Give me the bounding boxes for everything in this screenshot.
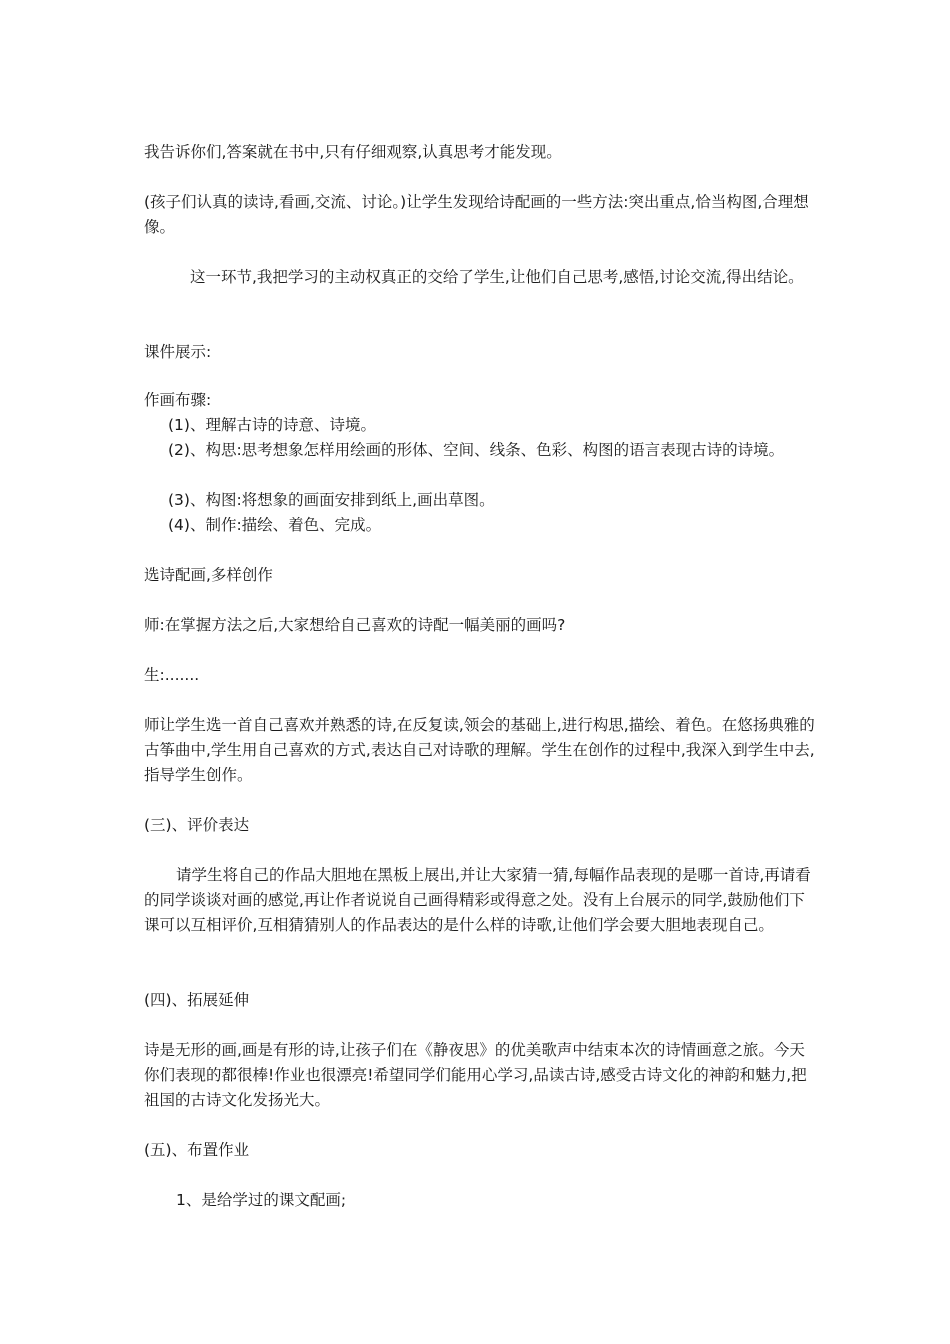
paragraph-courseware: 课件展示: — [144, 343, 212, 361]
section-heading-5: (五)、布置作业 — [144, 1141, 250, 1159]
paragraph-extension: 诗是无形的画,画是有形的诗,让孩子们在《静夜思》的优美歌声中结束本次的诗情画意之旅。今天你们表现的都很棒!作业也很漂亮!希望同学们能用心学习,品读古诗,感受古诗文化的神韵和魅力,把祖国的古诗文化发扬光大。 — [144, 1041, 807, 1109]
paragraph-teacher-question: 师:在掌握方法之后,大家想给自己喜欢的诗配一幅美丽的画吗? — [144, 616, 566, 634]
paragraph-answer-in-book: 我告诉你们,答案就在书中,只有仔细观察,认真思考才能发现。 — [144, 143, 562, 161]
section-choose-poem: 选诗配画,多样创作 — [144, 566, 273, 584]
paragraph-evaluation: 请学生将自己的作品大胆地在黑板上展出,并让大家猜一猜,每幅作品表现的是哪一首诗,再请看的同学谈谈对画的感觉,再让作者说说自己画得精彩或得意之处。没有上台展示的同学,鼓励他们下课可以互相评价,互相猜猜别人的作品表达的是什么样的诗歌,让他们学会要大胆地表现自己。 — [144, 866, 811, 934]
paragraph-reflection: 这一环节,我把学习的主动权真正的交给了学生,让他们自己思考,感悟,讨论交流,得出结论。 — [190, 268, 804, 286]
paragraph-creation: 师让学生选一首自己喜欢并熟悉的诗,在反复读,领会的基础上,进行构思,描绘、着色。在悠扬典雅的古筝曲中,学生用自己喜欢的方式,表达自己对诗歌的理解。学生在创作的过程中,我深入到学生中去,指导学生创作。 — [144, 716, 815, 784]
paragraph-drawing-steps-title: 作画布骤: — [144, 391, 212, 409]
paragraph-student-answer: 生:....... — [144, 666, 200, 684]
drawing-step-4: (4)、制作:描绘、着色、完成。 — [168, 516, 382, 534]
drawing-step-2: (2)、构思:思考想象怎样用绘画的形体、空间、线条、色彩、构图的语言表现古诗的诗境。 — [168, 441, 785, 459]
section-heading-3: (三)、评价表达 — [144, 816, 250, 834]
paragraph-methods: (孩子们认真的读诗,看画,交流、讨论。)让学生发现给诗配画的一些方法:突出重点,恰当构图,合理想像。 — [144, 193, 809, 236]
homework-item-1: 1、是给学过的课文配画; — [176, 1191, 347, 1209]
drawing-step-1: (1)、理解古诗的诗意、诗境。 — [168, 416, 376, 434]
section-heading-4: (四)、拓展延伸 — [144, 991, 250, 1009]
drawing-step-3: (3)、构图:将想象的画面安排到纸上,画出草图。 — [168, 491, 495, 509]
